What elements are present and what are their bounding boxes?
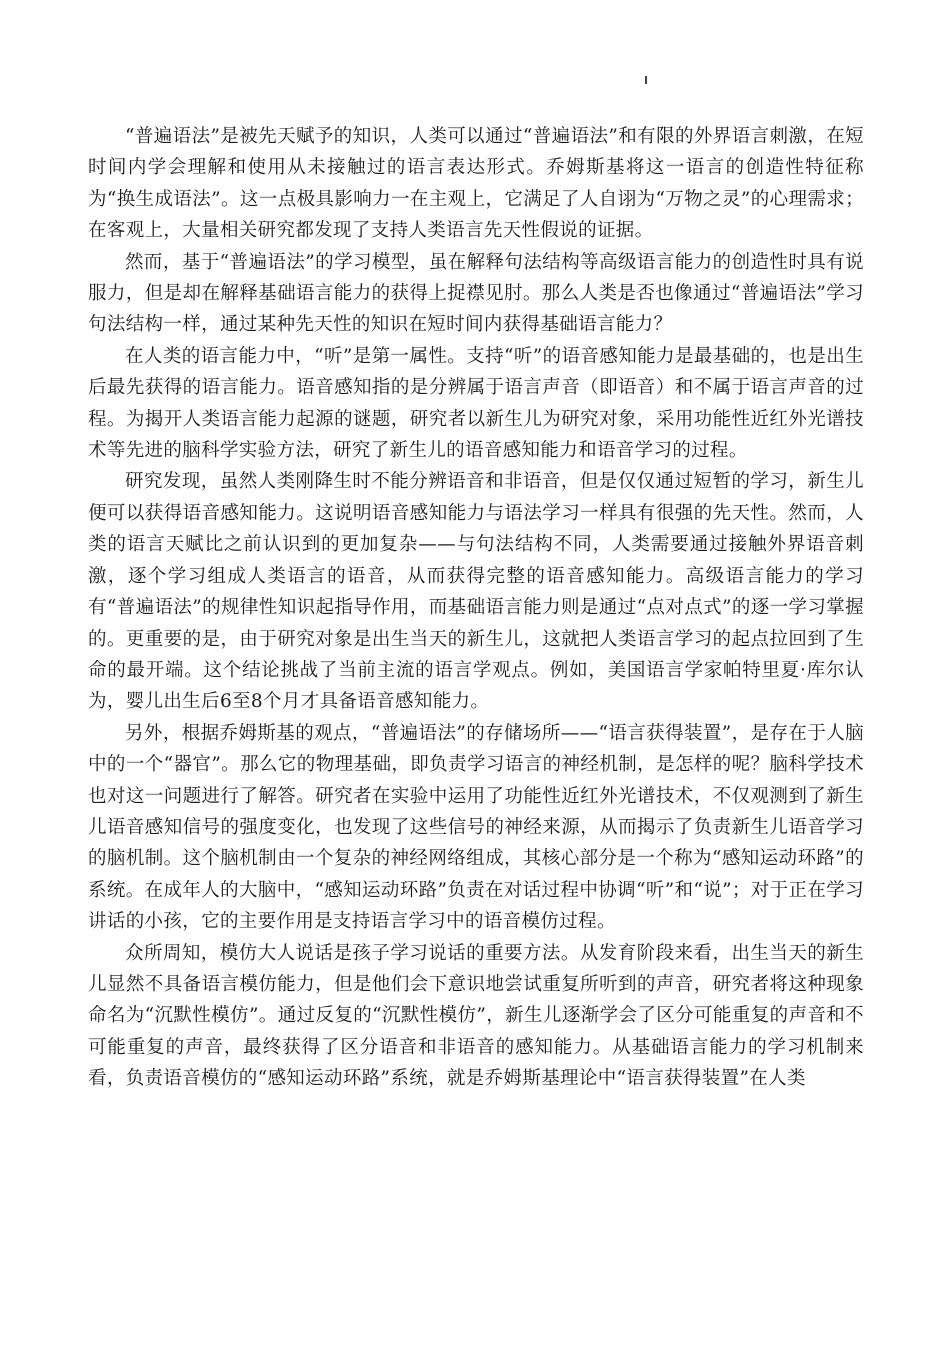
page-mark bbox=[645, 76, 647, 84]
document-body bbox=[88, 121, 864, 1095]
paragraph-3: 在人类的语言能力中，“听”是第一属性。支持“听”的语音感知能力是最基础的，也是出生后最先获得的语言能力。语音感知指的是分辨属于语言声音（即语音）和不属于语言声音的过程。为揭开人类语言能力起源的谜题，研究者以新生儿为研究对象，采用功能性近红外光谱技术等先进的脑科学实验方法，研究了新生儿的语音感知能力和语音学习的过程。 bbox=[88, 345, 864, 462]
paragraph-4: 研究发现，虽然人类刚降生时不能分辨语音和非语音，但是仅仅通过短暂的学习，新生儿便可以获得语音感知能力。这说明语音感知能力与语法学习一样具有很强的先天性。然而，人类的语言天赋比之前认识到的更加复杂——与句法结构不同，人类需要通过接触外界语音刺激，逐个学习组成人类语言的语音，从而获得完整的语音感知能力。高级语言能力的学习有“普遍语法”的规律性知识起指导作用，而基础语言能力则是通过“点对点式”的逐一学习掌握的。更重要的是，由于研究对象是出生当天的新生儿，这就把人类语言学习的起点拉回到了生命的最开端。这个结论挑战了当前主流的语言学观点。例如，美国语言学家帕特里夏·库尔认为，婴儿出生后6至8个月才具备语音感知能力。 bbox=[88, 471, 864, 713]
paragraph-1: “普遍语法”是被先天赋予的知识，人类可以通过“普遍语法”和有限的外界语言刺激，在短时间内学会理解和使用从未接触过的语言表达形式。乔姆斯基将这一语言的创造性特征称为“换生成语法”。这一点极具影响力一在主观上，它满足了人自诩为“万物之灵”的心理需求；在客观上，大量相关研究都发现了支持人类语言先天性假说的证据。 bbox=[88, 126, 864, 242]
paragraph-6: 众所周知，模仿大人说话是孩子学习说话的重要方法。从发育阶段来看，出生当天的新生儿显然不具备语言模仿能力，但是他们会下意识地尝试重复所听到的声音，研究者将这种现象命名为“沉默性模仿”。通过反复的“沉默性模仿”，新生儿逐渐学会了区分可能重复的声音和不可能重复的声音，最终获得了区分语音和非语音的感知能力。从基础语言能力的学习机制来看，负责语音模仿的“感知运动环路”系统，就是乔姆斯基理论中“语言获得装置”在人类 bbox=[88, 942, 864, 1090]
paragraph-5: 另外，根据乔姆斯基的观点，“普遍语法”的存储场所——“语言获得装置”，是存在于人脑中的一个“器官”。那么它的物理基础，即负责学习语言的神经机制，是怎样的呢？脑科学技术也对这一问题进行了解答。研究者在实验中运用了功能性近红外光谱技术，不仅观测到了新生儿语音感知信号的强度变化，也发现了这些信号的神经来源，从而揭示了负责新生儿语音学习的脑机制。这个脑机制由一个复杂的神经网络组成，其核心部分是一个称为“感知运动环路”的系统。在成年人的大脑中，“感知运动环路”负责在对话过程中协调“听”和“说”；对于正在学习讲话的小孩，它的主要作用是支持语言学习中的语音模仿过程。 bbox=[88, 722, 864, 933]
paragraph-2: 然而，基于“普遍语法”的学习模型，虽在解释句法结构等高级语言能力的创造性时具有说服力，但是却在解释基础语言能力的获得上捉襟见肘。那么人类是否也像通过“普遍语法”学习句法结构一样，通过某种先天性的知识在短时间内获得基础语言能力？ bbox=[88, 251, 864, 336]
